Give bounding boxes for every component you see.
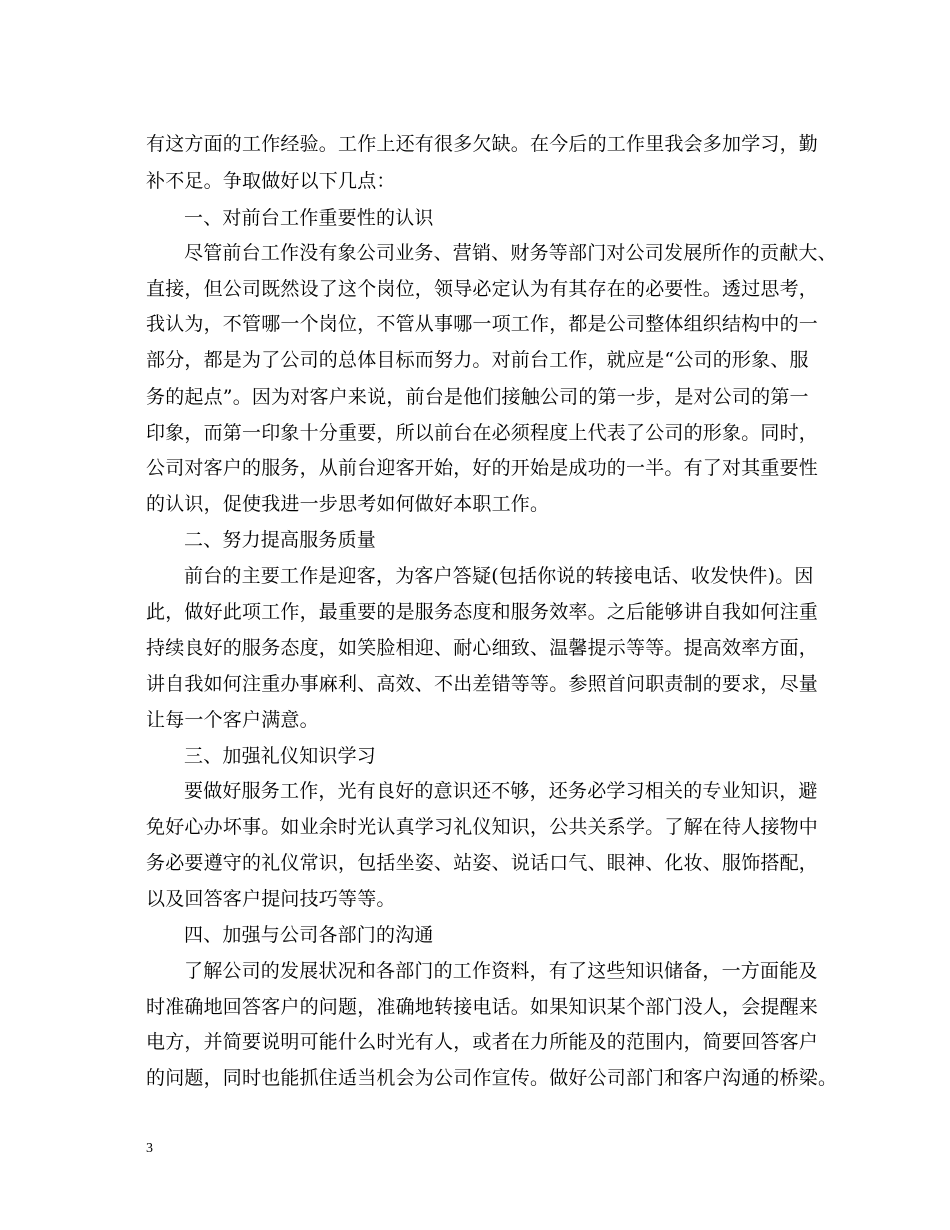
body-line: 印象，而第一印象十分重要，所以前台在必须程度上代表了公司的形象。同时， bbox=[146, 422, 819, 444]
body-line: 部分，都是为了公司的总体目标而努力。对前台工作，就应是“公司的形象、服 bbox=[146, 349, 809, 371]
body-line: 的认识，促使我进一步思考如何做好本职工作。 bbox=[146, 493, 550, 515]
body-line: 免好心办坏事。如业余时光认真学习礼仪知识，公共关系学。了解在待人接物中 bbox=[146, 816, 819, 838]
body-line: 了解公司的发展状况和各部门的工作资料，有了这些知识储备，一方面能及 bbox=[184, 960, 818, 982]
page-number: 3 bbox=[146, 1141, 153, 1156]
body-line: 要做好服务工作，光有良好的意识还不够，还务必学习相关的专业知识，避 bbox=[184, 780, 818, 802]
body-line: 电方，并简要说明可能什么时光有人，或者在力所能及的范围内，简要回答客户 bbox=[146, 1031, 819, 1053]
body-line: 以及回答客户提问技巧等等。 bbox=[146, 888, 396, 910]
body-line: 的问题，同时也能抓住适当机会为公司作宣传。做好公司部门和客户沟通的桥梁。 bbox=[146, 1067, 838, 1089]
body-line: 此，做好此项工作，最重要的是服务态度和服务效率。之后能够讲自我如何注重 bbox=[146, 601, 819, 623]
section-heading: 三、加强礼仪知识学习 bbox=[184, 745, 377, 767]
body-line: 尽管前台工作没有象公司业务、营销、财务等部门对公司发展所作的贡献大、 bbox=[184, 242, 837, 264]
body-line: 公司对客户的服务，从前台迎客开始，好的开始是成功的一半。有了对其重要性 bbox=[146, 457, 819, 479]
body-line: 务必要遵守的礼仪常识，包括坐姿、站姿、说话口气、眼神、化妆、服饰搭配， bbox=[146, 852, 819, 874]
body-line: 务的起点”。因为对客户来说，前台是他们接触公司的第一步，是对公司的第一 bbox=[146, 386, 809, 408]
section-heading: 四、加强与公司各部门的沟通 bbox=[184, 924, 434, 946]
body-line: 有这方面的工作经验。工作上还有很多欠缺。在今后的工作里我会多加学习，勤 bbox=[146, 133, 819, 155]
section-heading: 二、努力提高服务质量 bbox=[184, 529, 377, 551]
body-line: 直接，但公司既然设了这个岗位，领导必定认为有其存在的必要性。透过思考， bbox=[146, 278, 819, 300]
body-line: 前台的主要工作是迎客，为客户答疑(包括你说的转接电话、收发快件)。因 bbox=[184, 565, 814, 587]
body-line: 补不足。争取做好以下几点： bbox=[146, 170, 396, 192]
body-line: 讲自我如何注重办事麻利、高效、不出差错等等。参照首问职责制的要求，尽量 bbox=[146, 673, 819, 695]
body-line: 让每一个客户满意。 bbox=[146, 709, 319, 731]
body-line: 我认为，不管哪一个岗位，不管从事哪一项工作，都是公司整体组织结构中的一 bbox=[146, 313, 819, 335]
body-line: 持续良好的服务态度，如笑脸相迎、耐心细致、温馨提示等等。提高效率方面， bbox=[146, 637, 819, 659]
section-heading: 一、对前台工作重要性的认识 bbox=[184, 207, 434, 229]
body-line: 时准确地回答客户的问题，准确地转接电话。如果知识某个部门没人，会提醒来 bbox=[146, 996, 819, 1018]
